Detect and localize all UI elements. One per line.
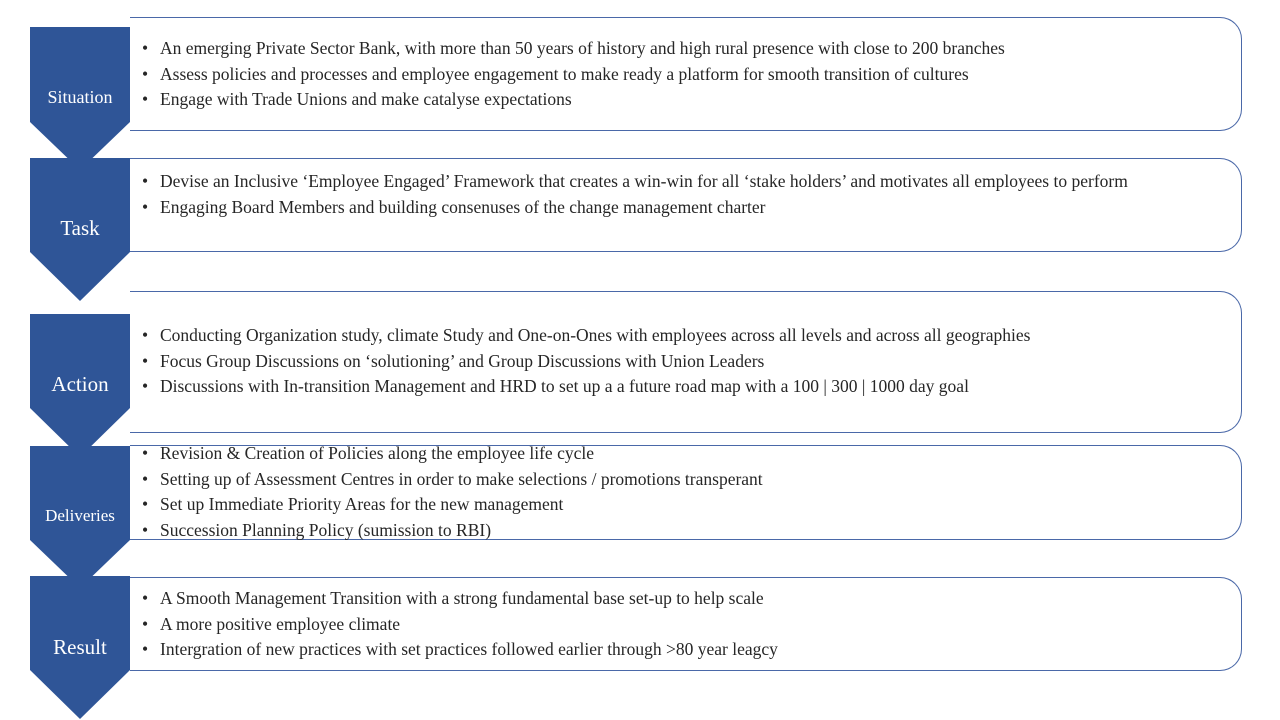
result-bullet-list (130, 588, 1241, 660)
task-bullet: • Devise an Inclusive ‘Employee Engaged’ Framework that creates a win-win for all ‘stake holders’ and motivates all employees to perform (130, 171, 1241, 192)
task-bullet-list (130, 171, 1241, 218)
situation-bullet: • Engage with Trade Unions and make catalyse expectations (130, 89, 1241, 110)
deliveries-bullet: • Revision & Creation of Policies along the employee life cycle (130, 443, 1241, 464)
situation-bullet: • Assess policies and processes and employee engagement to make ready a platform for smooth transition of cultures (130, 64, 1241, 85)
stage-label-situation: Situation (47, 87, 113, 107)
action-bullet: • Conducting Organization study, climate Study and One-on-Ones with employees across all levels and across all geographies (130, 325, 1241, 346)
stage-label-deliveries: Deliveries (45, 506, 115, 525)
action-bullet: • Focus Group Discussions on ‘solutioning’ and Group Discussions with Union Leaders (130, 351, 1241, 372)
action-bullet-list (130, 325, 1241, 397)
situation-box (130, 17, 1242, 131)
deliveries-bullet: • Setting up of Assessment Centres in order to make selections / promotions transperant (130, 469, 1241, 490)
result-bullet: • Intergration of new practices with set practices followed earlier through >80 year leagcy (130, 639, 1241, 660)
stage-label-action: Action (51, 372, 109, 396)
stage-label-task: Task (60, 216, 100, 240)
deliveries-bullet-list (130, 443, 1241, 541)
result-bullet: • A Smooth Management Transition with a strong fundamental base set-up to help scale (130, 588, 1241, 609)
action-bullet: • Discussions with In-transition Management and HRD to set up a a future road map with a 100 | 300 | 1000 day goal (130, 376, 1241, 397)
deliveries-bullet: • Set up Immediate Priority Areas for the new management (130, 494, 1241, 515)
task-box (130, 158, 1242, 252)
deliveries-box (130, 445, 1242, 540)
task-bullet: • Engaging Board Members and building consenuses of the change management charter (130, 197, 1241, 218)
chevron-column (0, 0, 140, 720)
result-box (130, 577, 1242, 671)
stage-label-result: Result (53, 635, 107, 659)
situation-bullet: • An emerging Private Sector Bank, with more than 50 years of history and high rural presence with close to 200 branches (130, 38, 1241, 59)
situation-bullet-list (130, 38, 1241, 110)
deliveries-bullet: • Succession Planning Policy (sumission to RBI) (130, 520, 1241, 541)
action-box (130, 291, 1242, 433)
result-bullet: • A more positive employee climate (130, 614, 1241, 635)
